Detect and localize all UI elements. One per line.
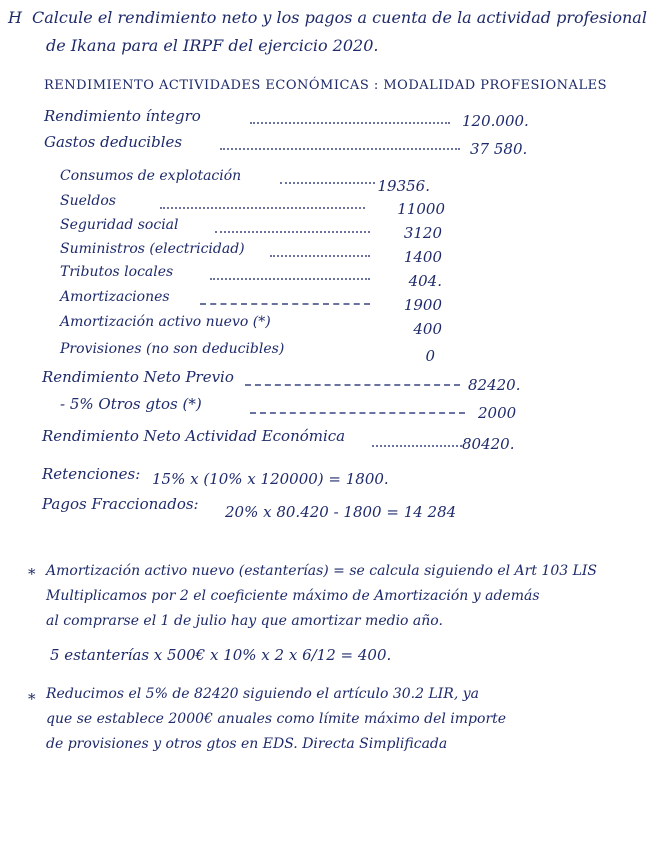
note1-line3: al comprarse el 1 de julio hay que amortizar medio año. — [46, 613, 443, 629]
retenciones-label: Retenciones: — [42, 465, 141, 483]
gasto-item-value: 404. — [408, 272, 442, 290]
leader-dashes — [245, 382, 460, 386]
rendimiento-neto-previo-value: 82420. — [468, 376, 521, 394]
gasto-item-value: 400 — [413, 320, 442, 338]
note2-line3: de provisiones y otros gtos en EDS. Directa Simplificada — [46, 736, 448, 752]
gasto-item-label: Suministros (electricidad) — [60, 241, 245, 257]
gasto-item-value: 19356. — [377, 177, 430, 195]
leader-dots — [210, 276, 370, 280]
gastos-deducibles-value: 37 580. — [470, 140, 528, 158]
rendimiento-neto-actividad-value: 80420. — [462, 435, 515, 453]
otros-gastos-value: 2000 — [478, 404, 517, 422]
rendimiento-integro-value: 120.000. — [462, 112, 529, 130]
gasto-item-value: 3120 — [403, 224, 442, 242]
gasto-item-value: 1400 — [403, 248, 442, 266]
gasto-item-label: Consumos de explotación — [60, 168, 242, 184]
pagos-fraccionados-label: Pagos Fraccionados: — [42, 495, 199, 513]
leader-dots — [372, 443, 462, 447]
leader-dashes — [200, 301, 370, 305]
note1-bullet: * — [28, 565, 36, 583]
gasto-item-label: Seguridad social — [60, 217, 179, 233]
retenciones-formula: 15% x (10% x 120000) = 1800. — [152, 470, 389, 488]
problem-number: H — [8, 8, 22, 27]
pagos-fraccionados-formula: 20% x 80.420 - 1800 = 14 284 — [225, 503, 457, 521]
problem-statement-line1: Calcule el rendimiento neto y los pagos a cuenta de la actividad profesional — [32, 8, 647, 27]
gasto-item-value: 1900 — [403, 296, 442, 314]
gasto-item-label: Amortización activo nuevo (*) — [60, 314, 271, 330]
leader-dots — [250, 120, 450, 124]
gasto-item-value: 0 — [425, 347, 435, 365]
note2-line2: que se establece 2000€ anuales como límite máximo del importe — [46, 711, 507, 727]
gasto-item-label: Sueldos — [60, 193, 116, 209]
note1-formula: 5 estanterías x 500€ x 10% x 2 x 6/12 = 400. — [50, 646, 392, 664]
rendimiento-neto-actividad-label: Rendimiento Neto Actividad Económica — [42, 427, 346, 445]
note1-line2: Multiplicamos por 2 el coeficiente máximo de Amortización y además — [46, 588, 540, 604]
gasto-item-label: Tributos locales — [60, 264, 174, 280]
leader-dots — [160, 205, 365, 209]
leader-dashes — [250, 410, 465, 414]
gasto-item-label: Provisiones (no son deducibles) — [60, 341, 285, 357]
leader-dots — [215, 229, 370, 233]
leader-dots — [220, 146, 460, 150]
note2-line1: Reducimos el 5% de 82420 siguiendo el artículo 30.2 LIR, ya — [46, 686, 479, 702]
note1-line1: Amortización activo nuevo (estanterías) = se calcula siguiendo el Art 103 LIS — [46, 563, 598, 579]
gasto-item-label: Amortizaciones — [60, 289, 170, 305]
gasto-item-value: 11000 — [397, 200, 445, 218]
problem-statement-line2: de Ikana para el IRPF del ejercicio 2020. — [46, 36, 379, 55]
otros-gastos-label: - 5% Otros gtos (*) — [60, 395, 202, 413]
note2-bullet: * — [28, 690, 36, 708]
gastos-deducibles-label: Gastos deducibles — [44, 133, 183, 151]
rendimiento-neto-previo-label: Rendimiento Neto Previo — [42, 368, 234, 386]
rendimiento-integro-label: Rendimiento íntegro — [44, 107, 201, 125]
section-heading: RENDIMIENTO ACTIVIDADES ECONÓMICAS : MODALIDAD PROFESIONALES — [44, 78, 607, 93]
